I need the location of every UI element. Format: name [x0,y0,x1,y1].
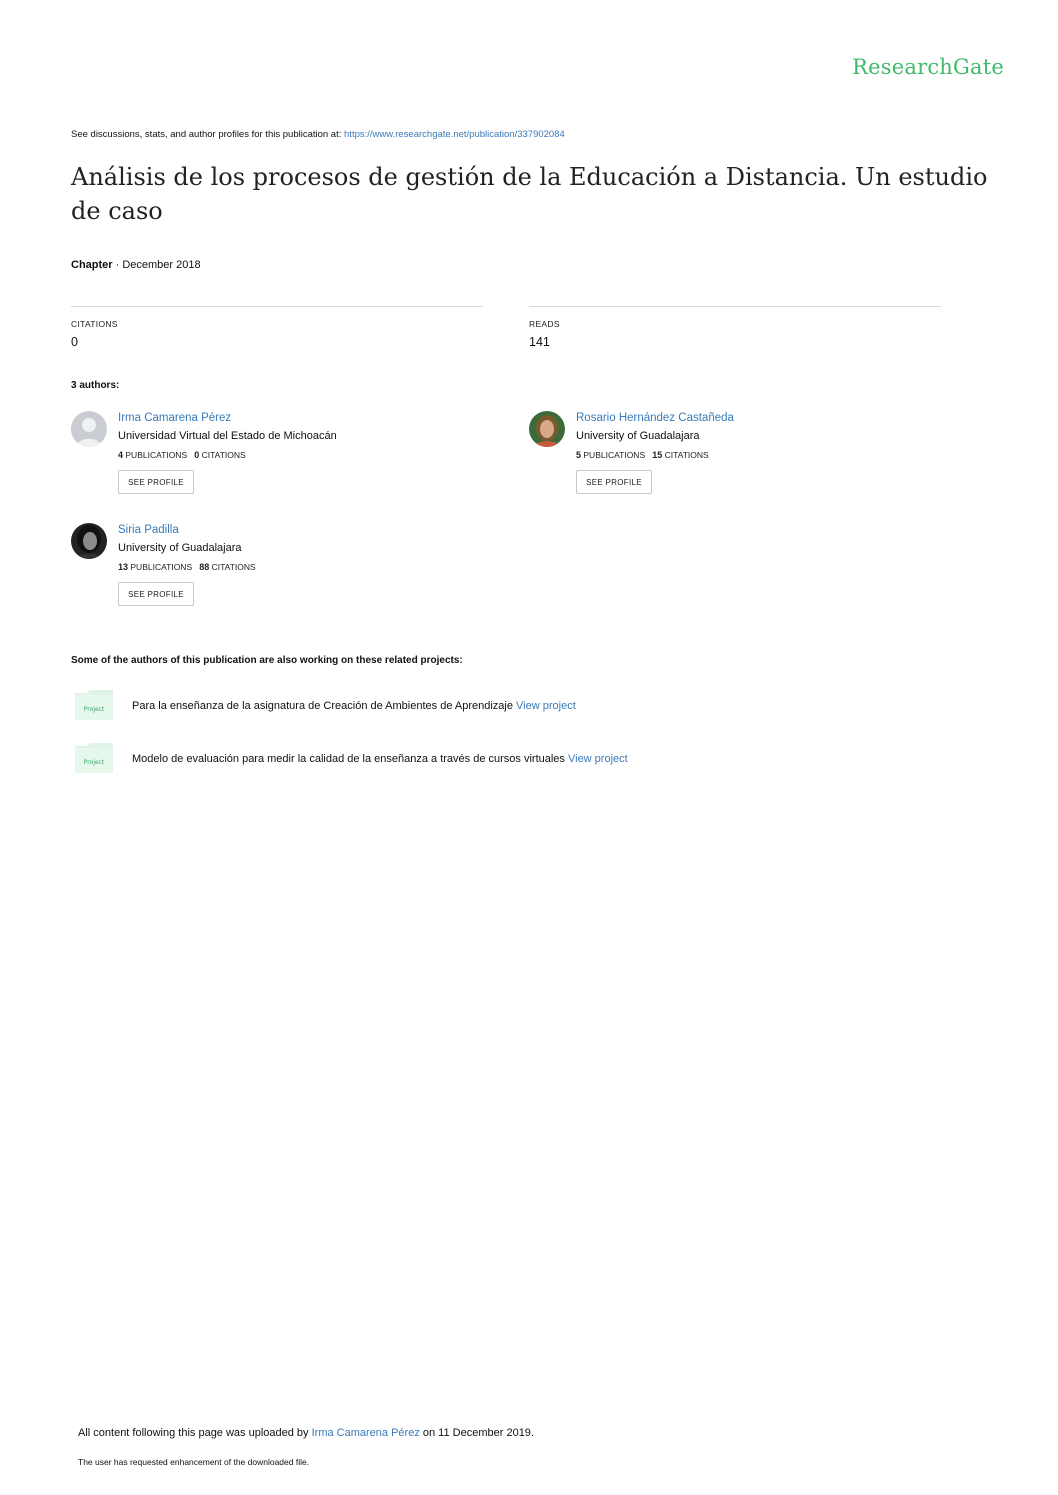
uploader-link[interactable]: Irma Camarena Pérez [311,1427,420,1439]
author-stats [118,450,337,460]
author-photo[interactable] [529,411,565,447]
author-institution: Universidad Virtual del Estado de Michoacán [118,430,337,442]
citations-stat [71,306,483,349]
see-profile-button[interactable]: SEE PROFILE [118,582,194,606]
author-citations-count: 15 [652,450,663,460]
see-profile-button[interactable]: SEE PROFILE [576,470,652,494]
project-title: Modelo de evaluación para medir la calidad de la enseñanza a través de cursos virtuales [132,753,565,765]
citations-label: CITATIONS [71,319,118,329]
view-project-link[interactable]: View project [516,700,576,712]
avatar-placeholder-icon[interactable] [71,411,107,447]
upload-notice [78,1427,534,1439]
author-citations-label: CITATIONS [664,450,709,460]
publication-title: Análisis de los procesos de gestión de la Educación a Distancia. Un estudio de caso [71,163,988,225]
researchgate-logo[interactable]: ResearchGate [852,55,1004,79]
author-name-link[interactable]: Irma Camarena Pérez [118,412,232,424]
author-publications-label: PUBLICATIONS [583,450,646,460]
author-citations-label: CITATIONS [201,450,246,460]
project-icon-label: Project [83,759,105,766]
authors-heading: 3 authors: [71,380,120,391]
author-institution: University of Guadalajara [118,542,242,554]
citations-value: 0 [71,335,78,349]
project-description [132,700,576,712]
author-publications-label: PUBLICATIONS [125,450,188,460]
publication-url-link[interactable]: https://www.researchgate.net/publication/337902084 [344,129,565,140]
project-icon-label: Project [83,706,105,713]
project-description [132,753,628,765]
author-name-link[interactable]: Siria Padilla [118,524,179,536]
upload-prefix: All content following this page was uploaded by [78,1427,309,1439]
meta-separator: · [112,259,123,271]
upload-suffix: on 11 December 2019. [422,1427,534,1439]
author-citations-count: 88 [199,562,210,572]
related-project-2 [74,742,774,776]
related-projects-heading: Some of the authors of this publication are also working on these related projects: [71,655,463,666]
author-publications-count: 13 [118,562,129,572]
author-publications-count: 5 [576,450,582,460]
author-publications-label: PUBLICATIONS [130,562,193,572]
project-title: Para la enseñanza de la asignatura de Creación de Ambientes de Aprendizaje [132,700,513,712]
author-name-link[interactable]: Rosario Hernández Castañeda [576,412,734,424]
author-citations-label: CITATIONS [211,562,256,572]
publication-type: Chapter [71,259,113,271]
author-institution: University of Guadalajara [576,430,700,442]
reads-label: READS [529,319,560,329]
author-photo[interactable] [71,523,107,559]
see-profile-button[interactable]: SEE PROFILE [118,470,194,494]
author-publications-count: 4 [118,450,124,460]
see-discussions-line [71,129,565,140]
related-project-1 [74,689,774,723]
project-folder-icon [74,742,114,774]
publication-date: December 2018 [122,259,201,271]
reads-stat [529,306,941,349]
publication-meta [71,259,201,271]
enhancement-note: The user has requested enhancement of the downloaded file. [78,1457,310,1467]
author-citations-count: 0 [194,450,200,460]
author-stats [576,450,734,460]
author-stats [118,562,256,572]
reads-value: 141 [529,335,550,349]
project-folder-icon [74,689,114,721]
see-discussions-text: See discussions, stats, and author profiles for this publication at: [71,129,342,140]
view-project-link[interactable]: View project [567,753,628,765]
